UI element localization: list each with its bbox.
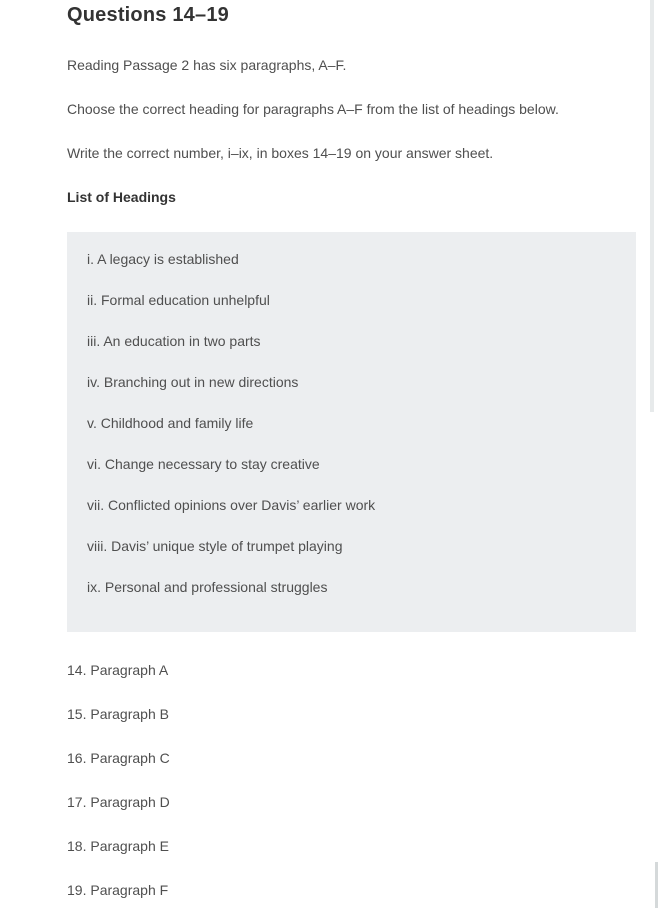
heading-option-vii: vii. Conflicted opinions over Davis’ earlier work [87,497,376,513]
heading-option-viii: viii. Davis’ unique style of trumpet playing [87,538,343,554]
list-of-headings-label: List of Headings [67,189,176,205]
panel-scrollbar-thumb[interactable] [650,0,654,412]
instruction-choose-heading: Choose the correct heading for paragraphs A–F from the list of headings below. [67,101,559,117]
question-18-paragraph-e: 18. Paragraph E [67,838,169,854]
heading-option-vi: vi. Change necessary to stay creative [87,456,320,472]
instruction-write-number: Write the correct number, i–ix, in boxes 14–19 on your answer sheet. [67,145,494,161]
question-19-paragraph-f: 19. Paragraph F [67,882,169,898]
heading-option-v: v. Childhood and family life [87,415,254,431]
heading-option-iv: iv. Branching out in new directions [87,374,299,390]
question-17-paragraph-d: 17. Paragraph D [67,794,170,810]
question-15-paragraph-b: 15. Paragraph B [67,706,169,722]
heading-option-ix: ix. Personal and professional struggles [87,579,328,595]
instruction-passage-info: Reading Passage 2 has six paragraphs, A–F. [67,57,347,73]
heading-option-i: i. A legacy is established [87,251,239,267]
question-16-paragraph-c: 16. Paragraph C [67,750,170,766]
section-title: Questions 14–19 [67,4,229,26]
headings-box [67,232,636,632]
questions-list [67,660,636,900]
question-14-paragraph-a: 14. Paragraph A [67,662,169,678]
heading-option-ii: ii. Formal education unhelpful [87,292,270,308]
heading-option-iii: iii. An education in two parts [87,333,261,349]
